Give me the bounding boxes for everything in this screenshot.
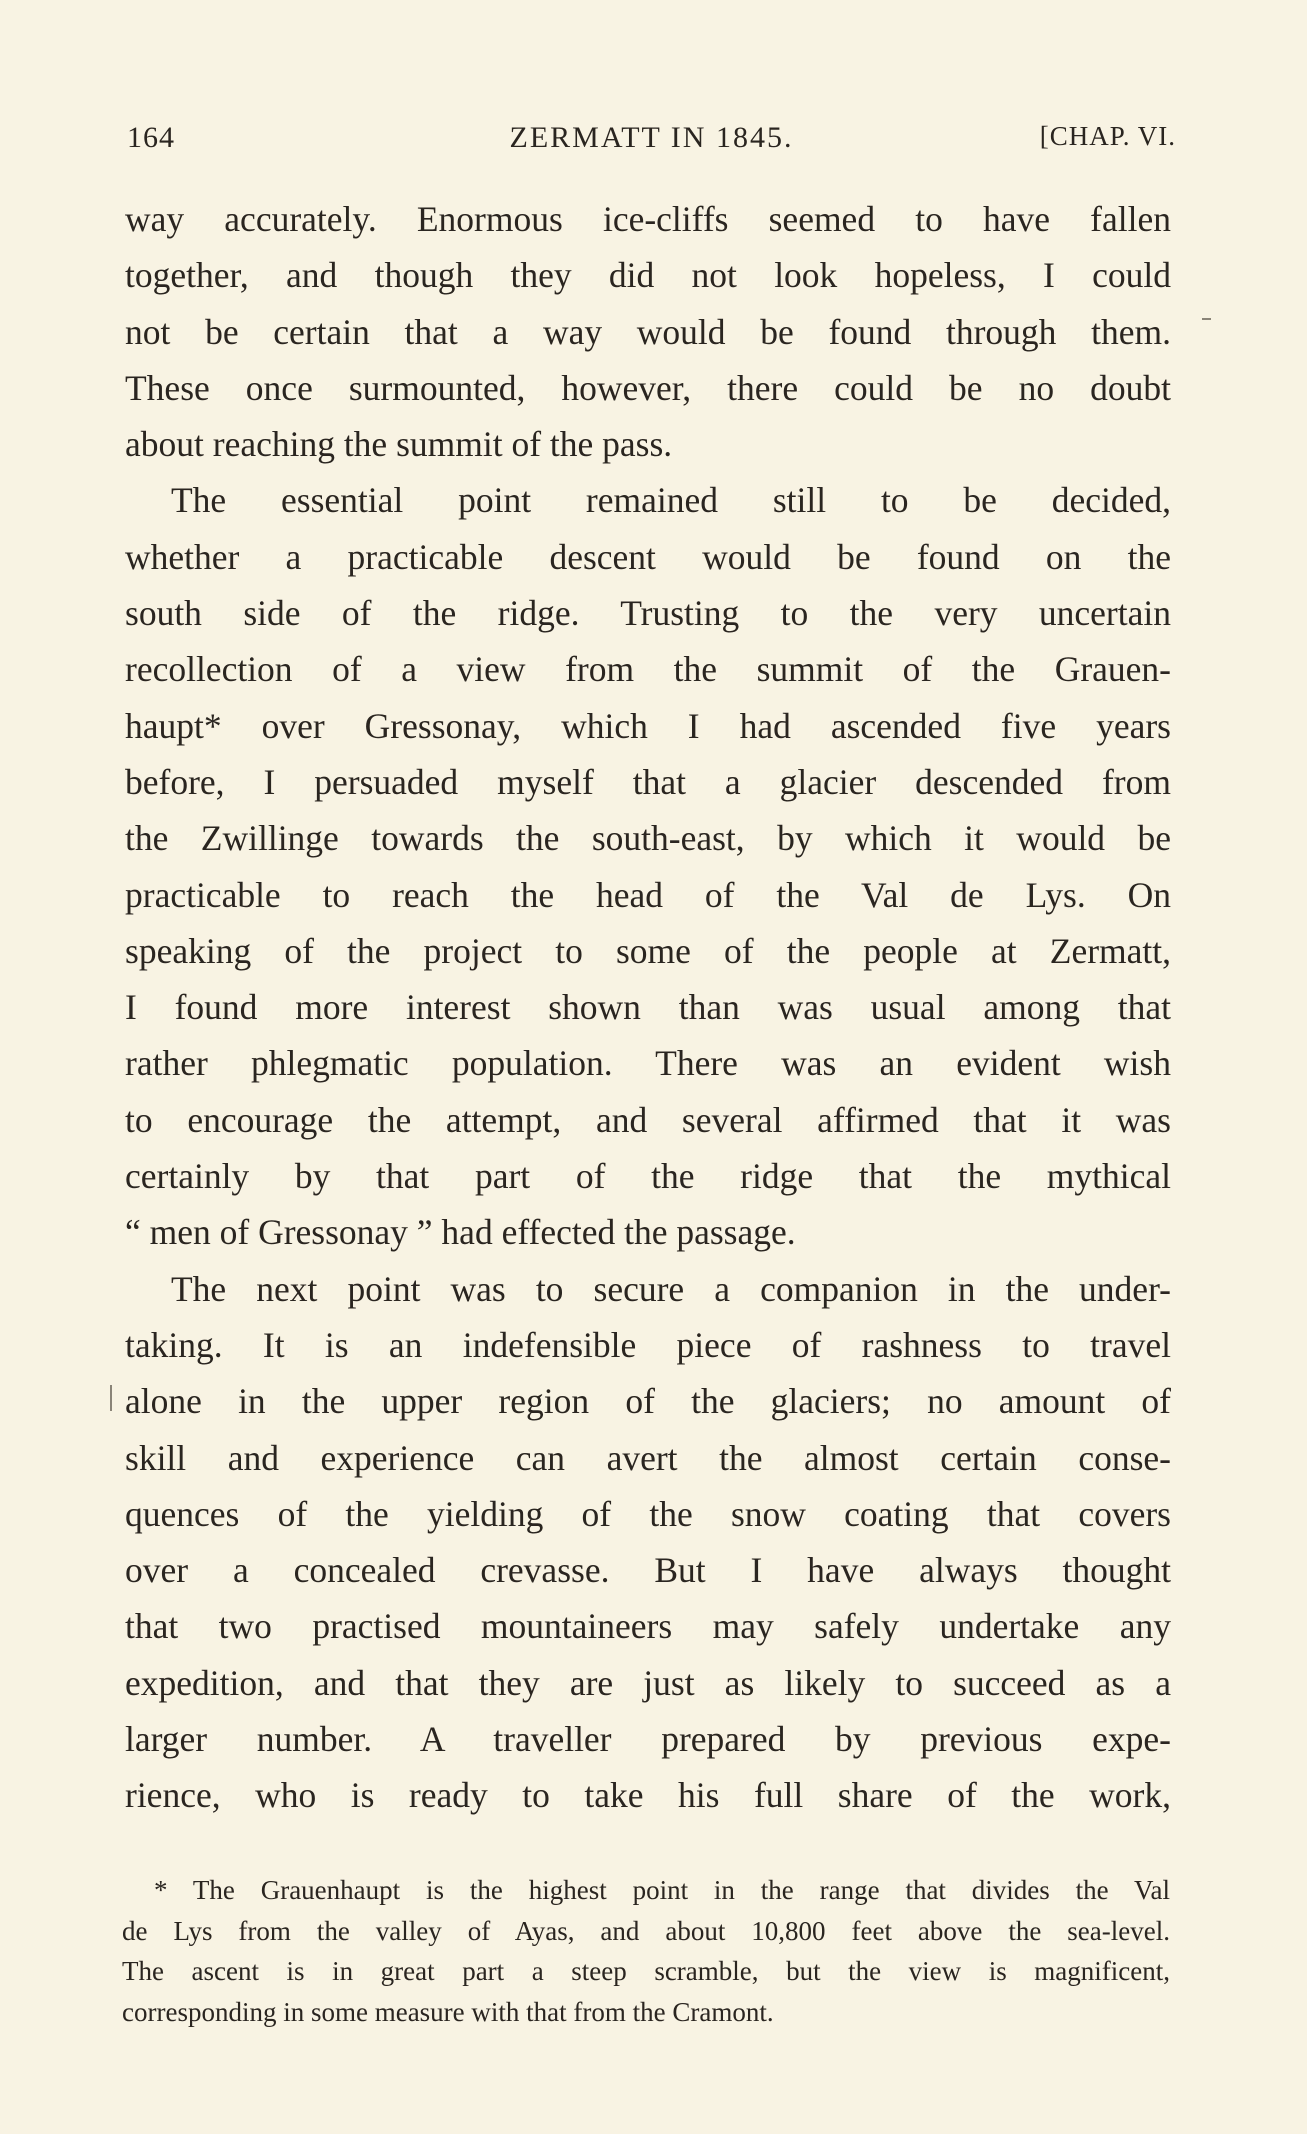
text-line: larger number. A traveller prepared by previous expe- [125,1719,1171,1760]
text-line: quences of the yielding of the snow coating that covers [125,1493,1171,1534]
footnote-line: The ascent is in great part a steep scramble, but the view is magnificent, [122,1956,1170,1986]
text-line: not be certain that a way would be found through them. [125,311,1171,352]
chapter-label: [CHAP. VI. [1039,121,1176,151]
page-number: 164 [127,121,175,154]
text-line: practicable to reach the head of the Val de Lys. On [125,874,1171,915]
text-line: I found more interest shown than was usual among that [125,987,1171,1028]
margin-mark [110,1385,112,1411]
text-line: These once surmounted, however, there could be no doubt [125,367,1171,408]
text-line: way accurately. Enormous ice-cliffs seemed to have fallen [125,199,1171,239]
text-line: alone in the upper region of the glaciers; no amount of [125,1381,1171,1422]
margin-mark [1202,318,1211,320]
footnote-line: de Lys from the valley of Ayas, and about 10,800 feet above the sea-level. [122,1915,1170,1946]
footnote [122,1870,1170,2032]
text-line: rather phlegmatic population. There was an evident wish [125,1043,1171,1084]
footnote-line: corresponding in some measure with that from the Cramont. [122,1996,774,2027]
text-line: expedition, and that they are just as likely to succeed as a [125,1662,1171,1703]
text-line: rience, who is ready to take his full share of the work, [125,1775,1171,1816]
text-line: The next point was to secure a companion in the under- [171,1268,1171,1309]
footnote-line: * The Grauenhaupt is the highest point in the range that divides the Val [154,1875,1170,1905]
running-head [127,121,1176,161]
running-title: ZERMATT IN 1845. [509,121,794,154]
text-line: together, and though they did not look hopeless, I could [125,255,1171,296]
text-line: speaking of the project to some of the people at Zermatt, [125,930,1171,971]
text-line: over a concealed crevasse. But I have always thought [125,1550,1171,1591]
text-line: The essential point remained still to be decided, [171,480,1171,521]
text-line: certainly by that part of the ridge that the mythical [125,1156,1171,1197]
text-line: south side of the ridge. Trusting to the very uncertain [125,593,1171,634]
body-text [125,191,1171,1824]
text-line: that two practised mountaineers may safely undertake any [125,1606,1171,1647]
text-line: whether a practicable descent would be found on the [125,536,1171,577]
text-line: before, I persuaded myself that a glacier descended from [125,761,1171,802]
text-line: “ men of Gressonay ” had effected the passage. [125,1212,796,1253]
text-line: recollection of a view from the summit of the Grauen- [125,649,1171,690]
text-line: about reaching the summit of the pass. [125,424,673,465]
text-line: skill and experience can avert the almost certain conse- [125,1437,1171,1478]
text-line: taking. It is an indefensible piece of rashness to travel [125,1324,1171,1365]
text-line: to encourage the attempt, and several affirmed that it was [125,1099,1171,1140]
text-line: the Zwillinge towards the south-east, by which it would be [125,818,1171,859]
text-line: haupt* over Gressonay, which I had ascended five years [125,705,1171,746]
